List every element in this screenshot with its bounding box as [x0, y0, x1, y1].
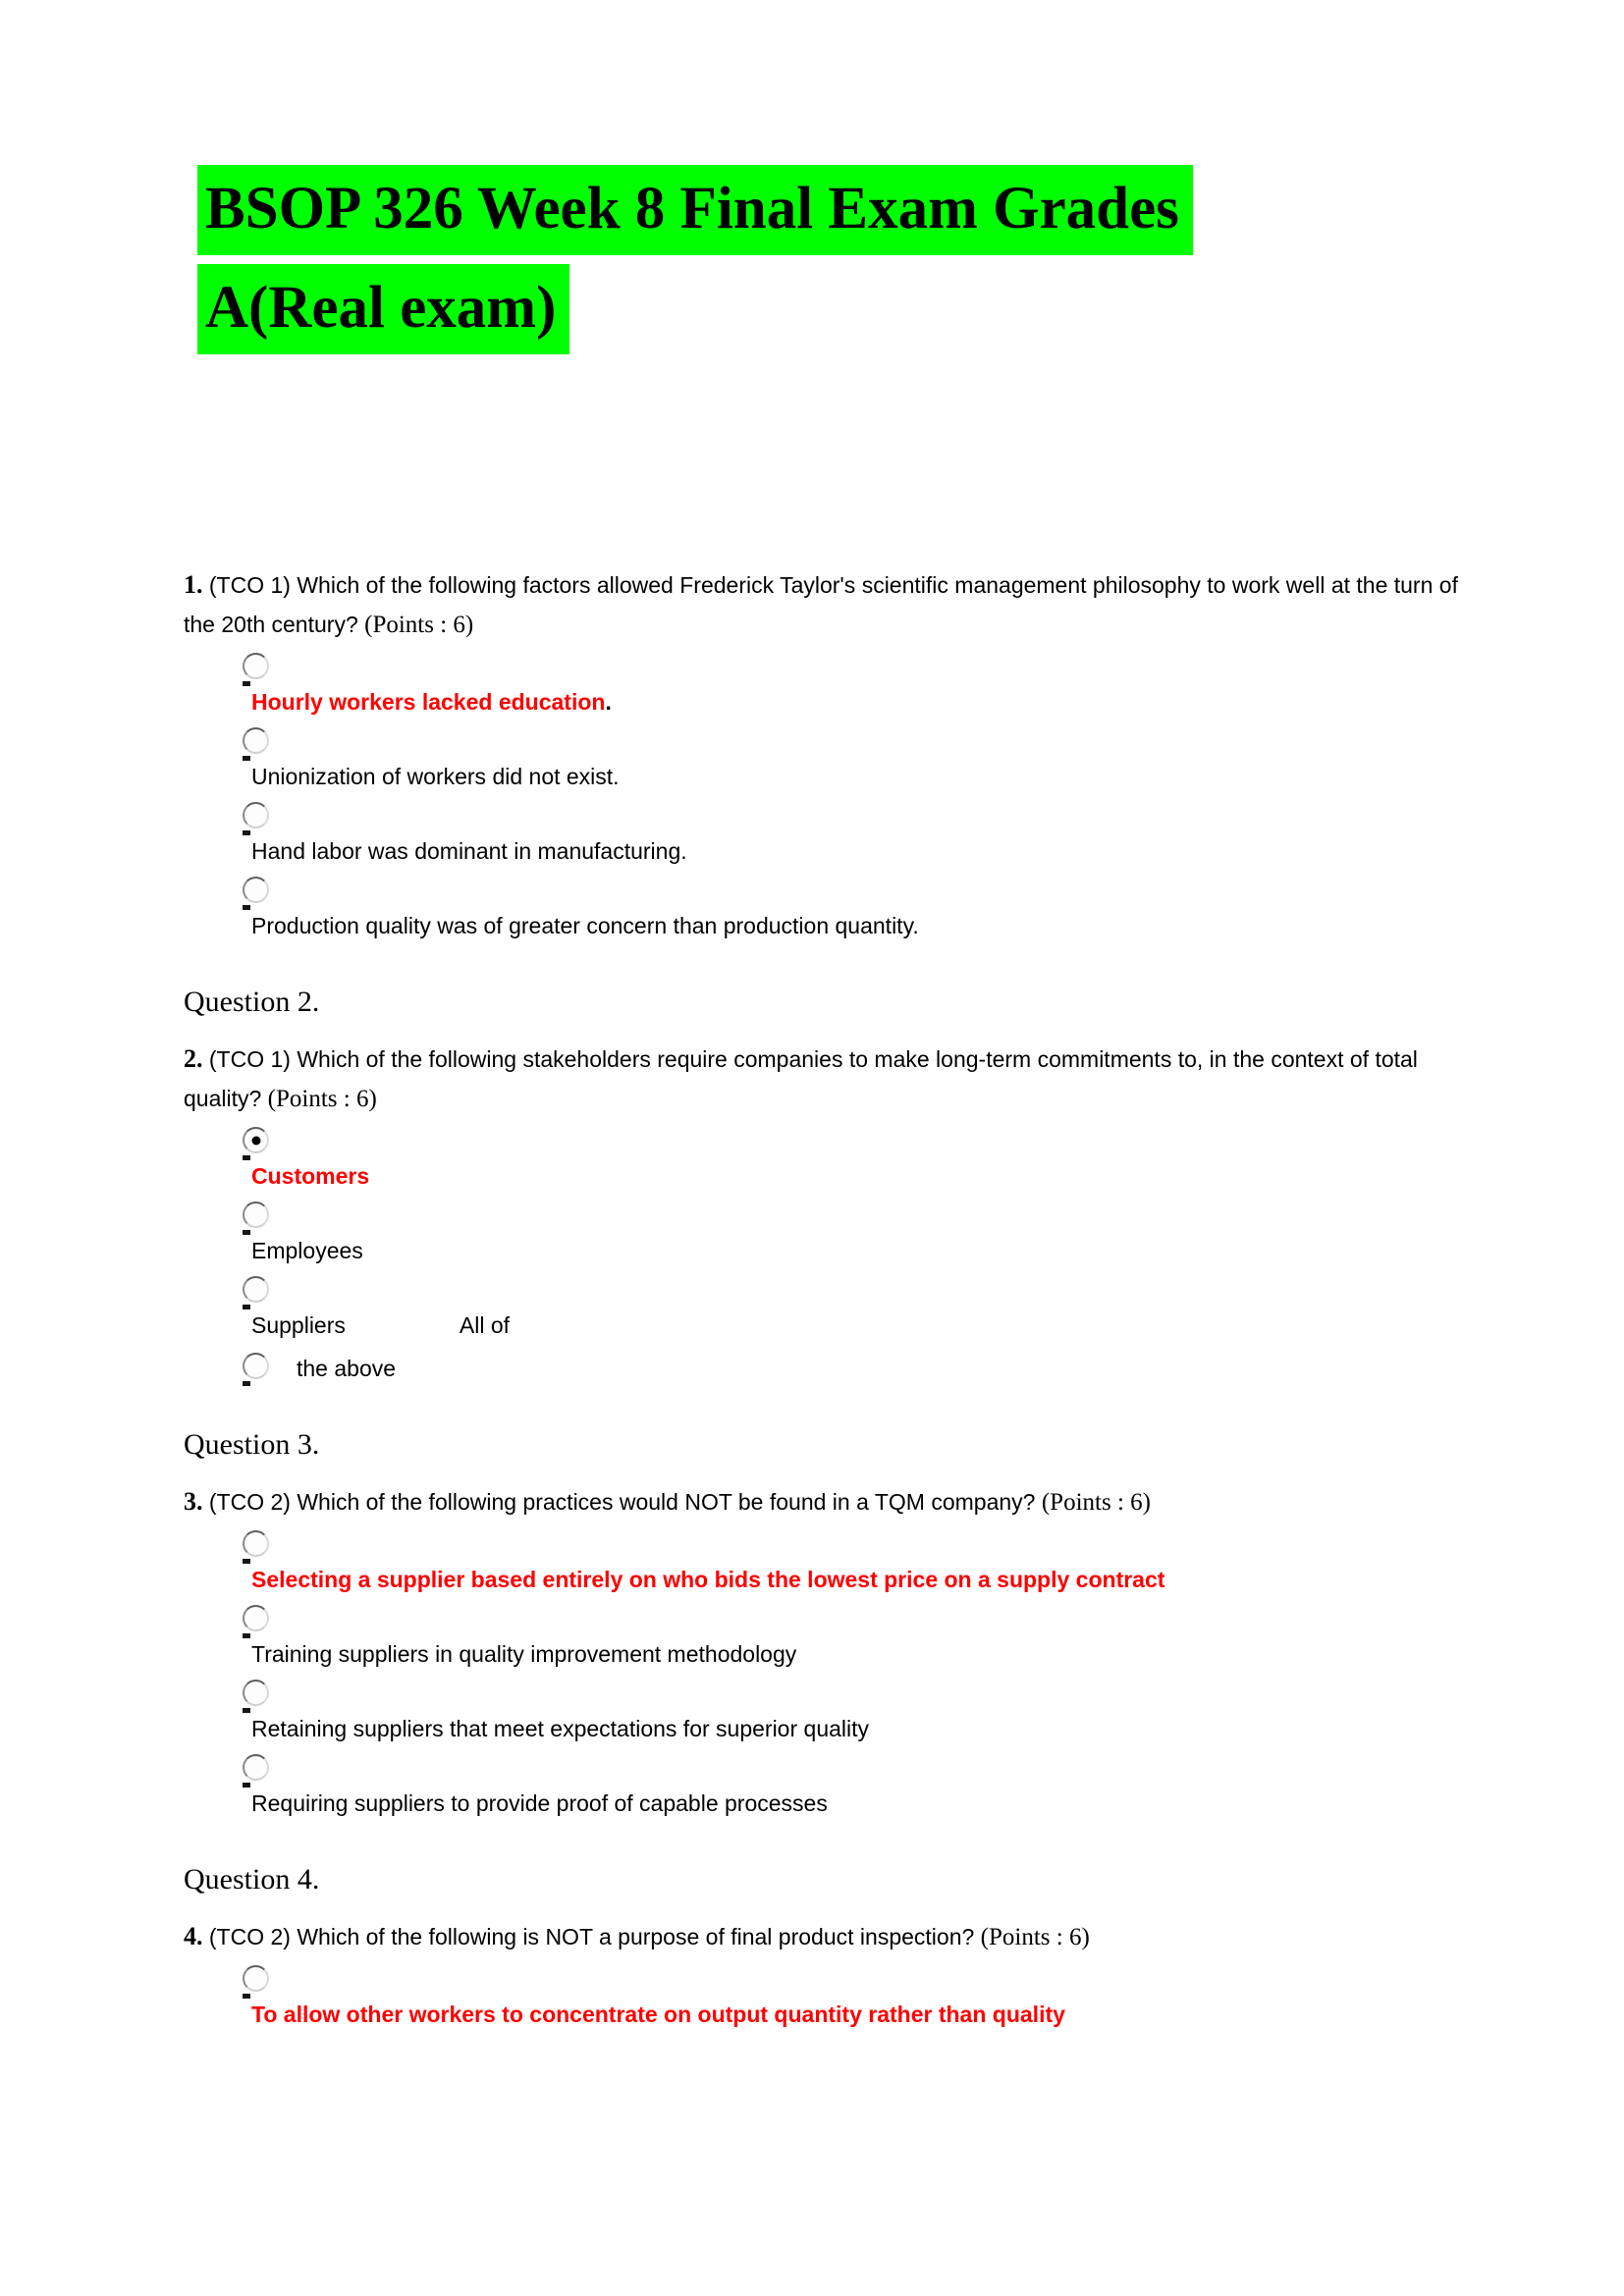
- option-label: Requiring suppliers to provide proof of capable processes: [251, 1790, 828, 1816]
- option-label: [251, 1311, 1496, 1339]
- radio-button-icon[interactable]: [243, 1605, 269, 1631]
- option-row: [184, 1754, 1496, 1817]
- radio-button-icon[interactable]: [243, 1353, 269, 1379]
- highlighted-title-text-2: A(Real exam): [197, 264, 569, 354]
- question-1-options: [184, 653, 1496, 939]
- question-4-options: [184, 1965, 1496, 2028]
- option-label: Retaining suppliers that meet expectations for superior quality: [251, 1716, 870, 1741]
- radio-button-icon[interactable]: [243, 1276, 269, 1303]
- question-4-header: Question 4.: [184, 1863, 320, 1896]
- question-3-header: Question 3.: [184, 1428, 320, 1461]
- option-label: Production quality was of greater concern than production quantity.: [251, 913, 919, 938]
- option-label-left: Suppliers: [251, 1312, 346, 1338]
- option-label-answer: Selecting a supplier based entirely on who bids the lowest price on a supply contract: [251, 1567, 1165, 1592]
- radio-button-icon[interactable]: [243, 653, 269, 679]
- option-row-inline: [184, 1353, 1496, 1382]
- option-row: [184, 802, 1496, 865]
- question-3-points: (Points : 6): [1041, 1489, 1151, 1516]
- radio-button-icon[interactable]: [243, 1680, 269, 1706]
- question-3: [184, 1427, 1496, 1817]
- highlighted-title-text-1: BSOP 326 Week 8 Final Exam Grades: [197, 165, 1193, 255]
- radio-button-icon[interactable]: [243, 727, 269, 754]
- option-label-answer: Customers: [251, 1163, 370, 1189]
- page-title-line-2: [197, 264, 1496, 363]
- radio-button-icon[interactable]: [243, 1754, 269, 1781]
- option-row: [184, 1201, 1496, 1264]
- question-1-points: (Points : 6): [364, 612, 474, 638]
- question-2-text: [184, 1040, 1485, 1119]
- question-4: [184, 1862, 1496, 2028]
- question-2-body: (TCO 1) Which of the following stakeholders require companies to make long-term commitments to, in the context of total quality?: [184, 1046, 1418, 1111]
- question-4-body: (TCO 2) Which of the following is NOT a purpose of final product inspection?: [208, 1924, 975, 1949]
- option-row: [184, 1605, 1496, 1668]
- option-label-suffix: .: [605, 689, 612, 715]
- option-label: the above: [297, 1356, 397, 1381]
- option-label-right: All of: [459, 1312, 511, 1338]
- question-3-text: [184, 1482, 1485, 1522]
- page-title: [197, 165, 1496, 363]
- option-label: Unionization of workers did not exist.: [251, 764, 620, 789]
- question-2-number: 2.: [184, 1044, 203, 1073]
- option-row: [184, 727, 1496, 790]
- option-label: Employees: [251, 1238, 363, 1263]
- question-1-number: 1.: [184, 570, 203, 599]
- question-4-text: [184, 1917, 1485, 1957]
- question-1: [184, 565, 1496, 939]
- option-row: [184, 1276, 1496, 1339]
- question-3-body: (TCO 2) Which of the following practices would NOT be found in a TQM company?: [208, 1489, 1036, 1515]
- option-label: Hand labor was dominant in manufacturing.: [251, 838, 687, 864]
- option-row: [184, 877, 1496, 939]
- question-1-body: (TCO 1) Which of the following factors allowed Frederick Taylor's scientific management philosophy to work well at the turn of the 20th century?: [184, 572, 1458, 637]
- question-3-number: 3.: [184, 1487, 203, 1516]
- question-2-options: [184, 1127, 1496, 1382]
- question-2-header: Question 2.: [184, 986, 320, 1018]
- option-label-answer: To allow other workers to concentrate on output quantity rather than quality: [251, 2002, 1065, 2027]
- radio-button-selected-icon[interactable]: [243, 1127, 269, 1153]
- question-2: [184, 985, 1496, 1382]
- page-title-line-1: [197, 165, 1496, 264]
- question-2-points: (Points : 6): [267, 1086, 377, 1112]
- option-label-text: Hourly workers lacked education: [251, 689, 606, 715]
- radio-button-icon[interactable]: [243, 1530, 269, 1557]
- radio-button-icon[interactable]: [243, 802, 269, 828]
- option-row: [184, 1127, 1496, 1190]
- option-label: Training suppliers in quality improvement methodology: [251, 1641, 797, 1667]
- question-4-points: (Points : 6): [980, 1924, 1090, 1950]
- question-3-options: [184, 1530, 1496, 1817]
- option-row: [184, 653, 1496, 716]
- question-4-number: 4.: [184, 1922, 203, 1950]
- radio-button-icon[interactable]: [243, 877, 269, 903]
- question-1-text: [184, 565, 1485, 645]
- option-row: [184, 1530, 1496, 1593]
- radio-button-icon[interactable]: [243, 1201, 269, 1228]
- option-row: [184, 1680, 1496, 1742]
- option-label-answer: [251, 688, 1496, 716]
- option-row: [184, 1965, 1496, 2028]
- radio-button-icon[interactable]: [243, 1965, 269, 1992]
